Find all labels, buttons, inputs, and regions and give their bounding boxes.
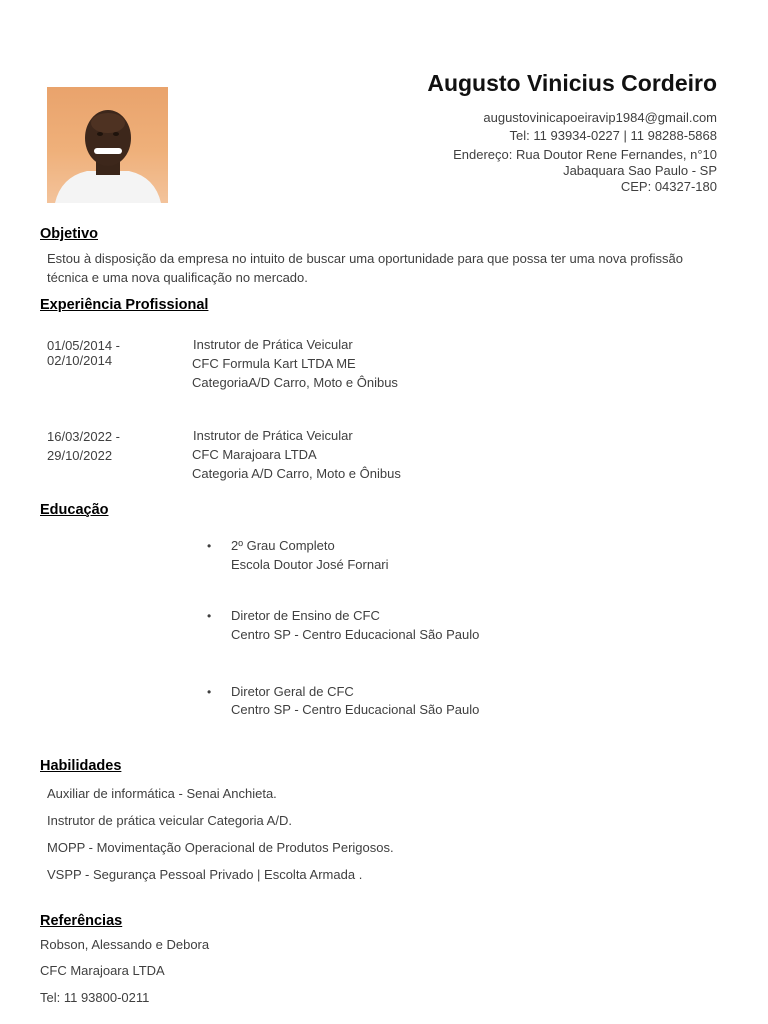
job-date-end: 29/10/2022	[47, 448, 113, 463]
experiencia-heading: Experiência Profissional	[40, 297, 209, 313]
objetivo-line-1: Estou à disposição da empresa no intuito de buscar uma oportunidade para que possa ter uma nova profissão	[47, 251, 683, 266]
profile-photo	[47, 87, 168, 203]
address-line-1: Endereço: Rua Doutor Rene Fernandes, n°10	[453, 147, 717, 162]
job-role: Instrutor de Prática Veicular	[193, 428, 353, 443]
skill-item: Auxiliar de informática - Senai Anchieta.	[47, 786, 277, 801]
reference-item: Robson, Alessando e Debora	[40, 937, 210, 952]
skill-item: Instrutor de prática veicular Categoria A/D.	[47, 813, 292, 828]
job-detail: Categoria A/D Carro, Moto e Ônibus	[192, 466, 401, 481]
educacao-heading: Educação	[40, 502, 109, 518]
job-date-start: 01/05/2014 -	[47, 338, 121, 353]
education-course: Diretor de Ensino de CFC	[231, 608, 380, 623]
job-company: CFC Marajoara LTDA	[192, 447, 317, 462]
person-portrait-icon	[47, 87, 168, 203]
habilidades-heading: Habilidades	[40, 758, 122, 774]
education-school: Escola Doutor José Fornari	[231, 557, 389, 572]
address-line-2: Jabaquara Sao Paulo - SP	[563, 163, 717, 178]
bullet-icon: •	[207, 609, 212, 623]
job-date-start: 16/03/2022 -	[47, 429, 121, 444]
job-detail: CategoriaA/D Carro, Moto e Ônibus	[192, 375, 398, 390]
skill-item: VSPP - Segurança Pessoal Privado | Escolta Armada .	[47, 867, 363, 882]
phone-text: Tel: 11 93934-0227 | 11 98288-5868	[509, 128, 717, 143]
skill-item: MOPP - Movimentação Operacional de Produtos Perigosos.	[47, 840, 394, 855]
education-course: Diretor Geral de CFC	[231, 684, 354, 699]
bullet-icon: •	[207, 539, 212, 553]
education-school: Centro SP - Centro Educacional São Paulo	[231, 702, 480, 717]
reference-item: Tel: 11 93800-0211	[40, 990, 150, 1005]
bullet-icon: •	[207, 685, 212, 699]
candidate-name: Augusto Vinicius Cordeiro	[427, 70, 717, 96]
education-school: Centro SP - Centro Educacional São Paulo	[231, 627, 480, 642]
reference-item: CFC Marajoara LTDA	[40, 963, 165, 978]
job-role: Instrutor de Prática Veicular	[193, 337, 353, 352]
email-text: augustovinicapoeiravip1984@gmail.com	[483, 110, 717, 125]
referencias-heading: Referências	[40, 913, 123, 929]
job-company: CFC Formula Kart LTDA ME	[192, 356, 356, 371]
objetivo-line-2: técnica e uma nova qualificação no mercado.	[47, 270, 308, 285]
education-course: 2º Grau Completo	[231, 538, 335, 553]
objetivo-heading: Objetivo	[40, 226, 99, 242]
cep-text: CEP: 04327-180	[620, 179, 717, 194]
job-date-end: 02/10/2014	[47, 353, 113, 368]
